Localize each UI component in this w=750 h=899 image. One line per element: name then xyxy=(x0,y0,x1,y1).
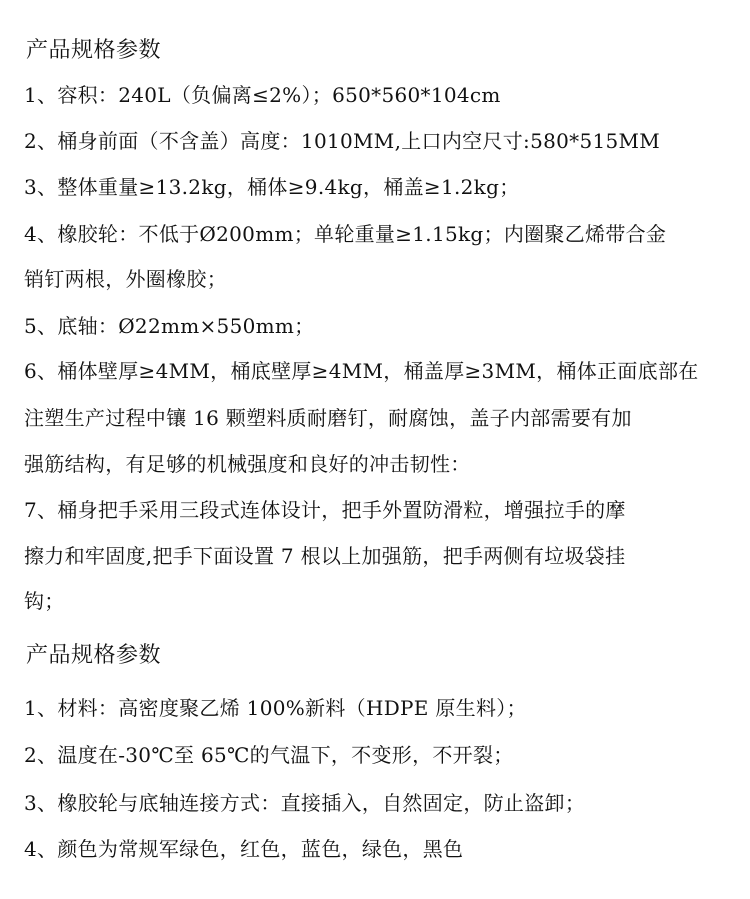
section-2-title: 产品规格参数 xyxy=(26,643,162,668)
spec-line-6-cont-2: 强筋结构，有足够的机械强度和良好的冲击韧性： xyxy=(24,452,471,476)
material-line-1: 1、材料：高密度聚乙烯 100%新料（HDPE 原生料）； xyxy=(24,696,527,720)
spec-line-7: 7、桶身把手采用三段式连体设计，把手外置防滑粒，增强拉手的摩 xyxy=(24,498,626,522)
spec-line-3: 3、整体重量≥13.2kg，桶体≥9.4kg，桶盖≥1.2kg； xyxy=(24,175,520,199)
section-1-title: 产品规格参数 xyxy=(26,38,162,63)
spec-line-4: 4、橡胶轮：不低于Ø200mm；单轮重量≥1.15kg；内圈聚乙烯带合金 xyxy=(24,222,667,246)
spec-line-6: 6、桶体壁厚≥4MM，桶底壁厚≥4MM，桶盖厚≥3MM，桶体正面底部在 xyxy=(24,359,699,383)
spec-line-7-cont-2: 钩； xyxy=(24,589,65,613)
spec-line-6-cont-1: 注塑生产过程中镶 16 颗塑料质耐磨钉，耐腐蚀，盖子内部需要有加 xyxy=(24,406,632,430)
spec-line-5: 5、底轴：Ø22mm×550mm； xyxy=(24,314,315,338)
spec-line-7-cont-1: 擦力和牢固度,把手下面设置 7 根以上加强筋，把手两侧有垃圾袋挂 xyxy=(24,544,626,568)
spec-line-4-cont: 销钉两根，外圈橡胶； xyxy=(24,267,227,291)
spec-line-1: 1、容积：240L（负偏离≤2%）；650*560*104cm xyxy=(24,83,501,107)
material-line-3: 3、橡胶轮与底轴连接方式：直接插入，自然固定，防止盗卸； xyxy=(24,791,586,815)
material-line-4: 4、颜色为常规军绿色，红色，蓝色，绿色，黑色 xyxy=(24,837,464,861)
spec-line-2: 2、桶身前面（不含盖）高度：1010MM,上口内空尺寸:580*515MM xyxy=(24,129,661,153)
material-line-2: 2、温度在-30℃至 65℃的气温下，不变形，不开裂； xyxy=(24,743,514,767)
